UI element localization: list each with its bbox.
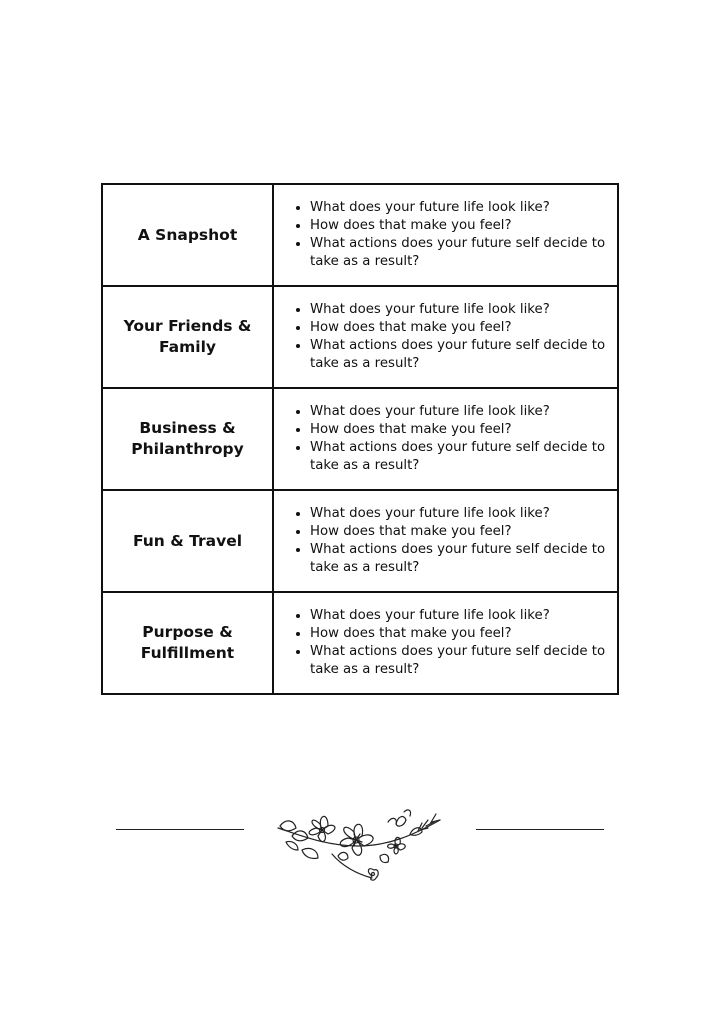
questions-cell [274,185,617,285]
divider-line-left [116,829,244,830]
question-item: • What actions does your future self decide to take as a result? [310,541,617,577]
question-item: • What does your future life look like? [310,403,617,421]
question-item: • What does your future life look like? [310,301,617,319]
question-item: • What does your future life look like? [310,505,617,523]
question-item: • What actions does your future self decide to take as a result? [310,643,617,679]
table-row [103,491,617,593]
category-label: Business & Philanthropy [131,419,244,458]
question-list [290,199,617,271]
category-label: Purpose & Fulfillment [140,623,235,662]
question-item: • How does that make you feel? [310,625,617,643]
question-item: • How does that make you feel? [310,217,617,235]
table-row [103,593,617,693]
question-item: • What does your future life look like? [310,199,617,217]
category-cell [103,491,274,591]
table-row [103,287,617,389]
questions-cell [274,593,617,693]
table-row [103,185,617,287]
questions-cell [274,287,617,387]
category-cell [103,389,274,489]
category-cell [103,185,274,285]
question-item: • What does your future life look like? [310,607,617,625]
divider-line-right [476,829,604,830]
question-item: • How does that make you feel? [310,421,617,439]
category-label: Your Friends & Family [123,317,252,356]
category-label: Fun & Travel [132,531,243,550]
table-row [103,389,617,491]
question-list [290,301,617,373]
question-item: • What actions does your future self decide to take as a result? [310,337,617,373]
vision-table [101,183,619,695]
question-item: • How does that make you feel? [310,319,617,337]
question-item: • How does that make you feel? [310,523,617,541]
question-item: • What actions does your future self decide to take as a result? [310,235,617,271]
question-list [290,607,617,679]
questions-cell [274,491,617,591]
questions-cell [274,389,617,489]
category-label: A Snapshot [137,225,238,244]
question-item: • What actions does your future self decide to take as a result? [310,439,617,475]
question-list [290,403,617,475]
category-cell [103,287,274,387]
category-cell [103,593,274,693]
floral-ornament-icon [272,806,446,888]
question-list [290,505,617,577]
